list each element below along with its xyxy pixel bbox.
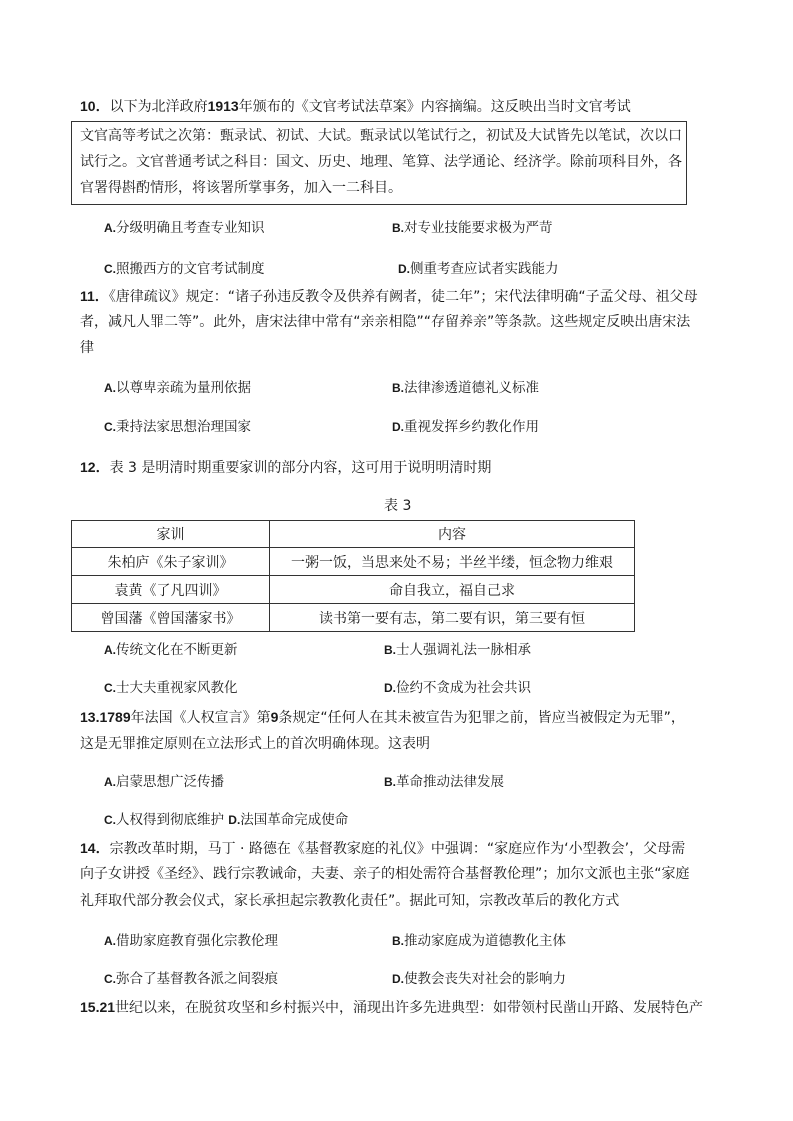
option-c: C.照搬西方的文官考试制度 [104, 261, 265, 277]
option-a: A.启蒙思想广泛传播 [104, 774, 224, 790]
table-cell: 曾国藩《曾国藩家书》 [72, 604, 270, 632]
table-row [72, 604, 635, 632]
option-b: B.士人强调礼法一脉相承 [384, 642, 531, 658]
question-11-stem: 11．《唐律疏议》规定：“诸子孙违反教令及供养有阙者，徒二年”；宋代法律明确“子孟父母、祖父母 [80, 288, 698, 305]
option-b: B.革命推动法律发展 [384, 774, 504, 790]
table-cell: 一粥一饭，当思来处不易；半丝半缕，恒念物力维艰 [270, 548, 635, 576]
table-row [72, 548, 635, 576]
option-a: A.传统文化在不断更新 [104, 642, 238, 658]
table-caption: 表 3 [384, 498, 412, 514]
option-b: B.对专业技能要求极为严苛 [392, 220, 553, 236]
option-d: D.使教会丧失对社会的影响力 [392, 971, 566, 987]
question-13-line: 这是无罪推定原则在立法形式上的首次明确体现。这表明 [80, 736, 430, 752]
table-header-row [72, 521, 635, 548]
option-d: D.侧重考查应试者实践能力 [398, 261, 559, 277]
option-a: A.借助家庭教育强化宗教伦理 [104, 933, 278, 949]
question-11-line: 律 [80, 340, 94, 356]
question-14-line: 向子女讲授《圣经》、践行宗教诫命，夫妻、亲子的相处需符合基督教伦理”；加尔文派也主张“家庭 [80, 866, 690, 882]
table-cell: 命自我立，福自己求 [270, 576, 635, 604]
question-11-line: 者，减凡人罪二等”。此外，唐宋法律中常有“亲亲相隐”“存留养亲”等条款。这些规定反映出唐宋法 [80, 314, 691, 330]
option-b: B.推动家庭成为道德教化主体 [392, 933, 566, 949]
option-c-d-row: C.人权得到彻底维护 D.法国革命完成使命 [104, 812, 349, 828]
question-10-stem: 10．以下为北洋政府1913年颁布的《文官考试法草案》内容摘编。这反映出当时文官考试 [80, 98, 631, 115]
question-15-stem: 15.21世纪以来，在脱贫攻坚和乡村振兴中，涌现出许多先进典型：如带领村民凿山开路、发展特色产 [80, 999, 704, 1016]
question-14-stem: 14．宗教改革时期，马丁 · 路德在《基督教家庭的礼仪》中强调：“家庭应作为‘小型教会’，父母需 [80, 840, 686, 857]
option-c: C.弥合了基督教各派之间裂痕 [104, 971, 278, 987]
option-a: A.以尊卑亲疏为量刑依据 [104, 380, 251, 396]
quote-line: 试行之。文官普通考试之科目：国文、历史、地理、笔算、法学通论、经济学。除前项科目外，各 [80, 154, 682, 170]
table-cell: 读书第一要有志，第二要有识，第三要有恒 [270, 604, 635, 632]
table-cell: 袁黄《了凡四训》 [72, 576, 270, 604]
table-header-cell: 家训 [72, 521, 270, 548]
question-14-line: 礼拜取代部分教会仪式，家长承担起宗教教化责任”。据此可知，宗教改革后的教化方式 [80, 893, 620, 909]
question-12-stem: 12．表 3 是明清时期重要家训的部分内容，这可用于说明明清时期 [80, 459, 492, 476]
table-row [72, 576, 635, 604]
option-c: C.秉持法家思想治理国家 [104, 419, 251, 435]
table-header-cell: 内容 [270, 521, 635, 548]
quote-line: 官署得斟酌情形，将该署所掌事务，加入一二科目。 [80, 180, 402, 196]
option-b: B.法律渗透道德礼义标准 [392, 380, 539, 396]
table-cell: 朱柏庐《朱子家训》 [72, 548, 270, 576]
option-a: A.分级明确且考查专业知识 [104, 220, 265, 236]
question-13-stem: 13.1789年法国《人权宣言》第9条规定“任何人在其未被宣告为犯罪之前，皆应当被假定为无罪”， [80, 709, 685, 726]
option-d: D.俭约不贪成为社会共识 [384, 680, 531, 696]
option-c: C.士大夫重视家风教化 [104, 680, 238, 696]
family-instructions-table [71, 520, 635, 632]
quote-line: 文官高等考试之次第：甄录试、初试、大试。甄录试以笔试行之，初试及大试皆先以笔试，次以口 [80, 128, 682, 144]
option-d: D.重视发挥乡约教化作用 [392, 419, 539, 435]
